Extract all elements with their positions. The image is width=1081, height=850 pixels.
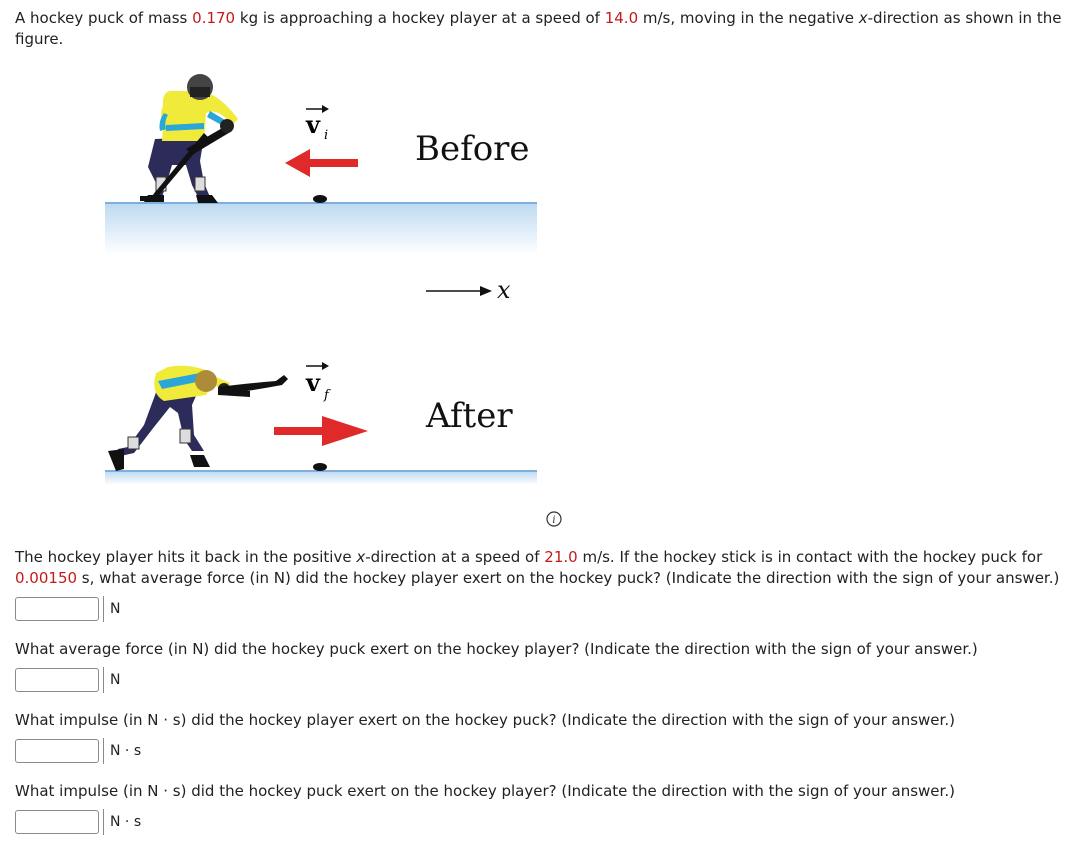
puck-after: [313, 463, 327, 471]
puck-mass-value: 0.170: [192, 9, 236, 27]
answer-1-input[interactable]: [15, 597, 99, 621]
vi-subscript: i: [324, 128, 329, 143]
intro-text-part: A hockey puck of mass: [15, 9, 193, 27]
q1-text-part: -direction at a speed of: [365, 548, 545, 566]
final-velocity-arrow: [274, 416, 368, 446]
intro-text-part: -direction as shown in the figure.: [15, 9, 1062, 48]
svg-text:i: i: [552, 515, 556, 526]
initial-speed-value: 14.0: [604, 9, 639, 27]
info-circle-icon[interactable]: [546, 511, 562, 527]
answer-1-unit: N: [103, 596, 120, 622]
puck-before: [313, 195, 327, 203]
intro-text-part: kg is approaching a hockey player at a speed of: [235, 9, 605, 27]
q1-text-part: s, what average force (in N) did the hockey player exert on the hockey puck? (Indicate the direction with the sign of your answer.): [77, 569, 1060, 587]
answer-2-unit: N: [103, 667, 120, 693]
answer-row-1: [15, 595, 120, 623]
question-4-text: What impulse (in N · s) did the hockey puck exert on the hockey player? (Indicate the direction with the sign of your answer.): [15, 782, 955, 800]
ice-after: [105, 471, 537, 485]
x-variable: x: [356, 548, 366, 566]
answer-row-2: [15, 666, 120, 694]
answer-2-input[interactable]: [15, 668, 99, 692]
x-variable: x: [858, 9, 868, 27]
player-before: [140, 74, 238, 203]
final-speed-value: 21.0: [544, 548, 578, 566]
x-axis-label: x: [497, 276, 511, 304]
player-after: [108, 366, 288, 471]
contact-time-value: 0.00150: [15, 569, 78, 587]
answer-4-input[interactable]: [15, 810, 99, 834]
intro-text: [15, 8, 1070, 50]
question-3-text: What impulse (in N · s) did the hockey player exert on the hockey puck? (Indicate the direction with the sign of your answer.): [15, 711, 955, 729]
x-axis-arrow: [426, 286, 492, 296]
intro-text-part: m/s, moving in the negative: [638, 9, 859, 27]
question-2-text: What average force (in N) did the hockey puck exert on the hockey player? (Indicate the direction with the sign of your answer.): [15, 640, 978, 658]
ice-before: [105, 203, 537, 255]
answer-row-4: [15, 808, 141, 836]
q1-text-part: The hockey player hits it back in the positive: [15, 548, 357, 566]
answer-row-3: [15, 737, 141, 765]
q1-text-part: m/s. If the hockey stick is in contact with the hockey puck for: [577, 548, 1043, 566]
after-label: After: [426, 396, 513, 436]
before-label: Before: [415, 129, 530, 169]
hockey-figure: [100, 65, 545, 485]
answer-3-input[interactable]: [15, 739, 99, 763]
vi-symbol: v: [306, 110, 320, 139]
vf-subscript: f: [324, 388, 329, 403]
question-1-text: [15, 547, 1075, 589]
answer-3-unit: N · s: [103, 738, 141, 764]
initial-velocity-arrow: [285, 149, 358, 177]
answer-4-unit: N · s: [103, 809, 141, 835]
vf-symbol: v: [306, 368, 320, 397]
